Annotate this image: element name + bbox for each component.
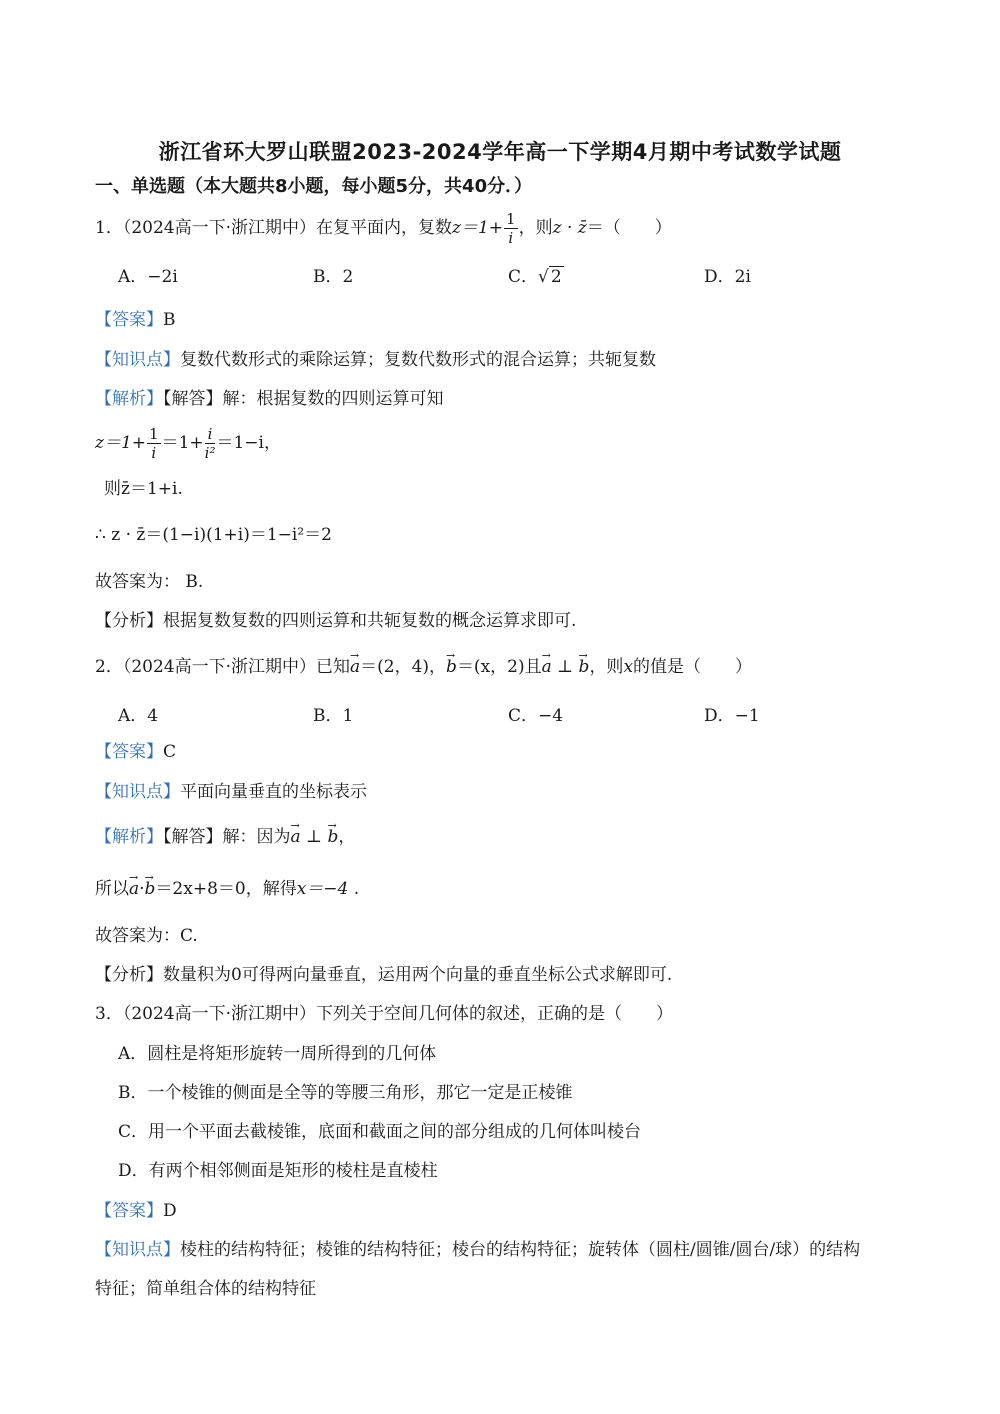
- question-1-stem: 1．（2024高一下·浙江期中）在复平面内，复数z＝1+ $\frac{1}{i}$ ，则z · z̄＝（ ）: [95, 210, 672, 247]
- q3-option-a: A．圆柱是将矩形旋转一周所得到的几何体: [118, 1044, 437, 1064]
- q2-fenxi: 【分析】数量积为0可得两向量垂直，运用两个向量的垂直坐标公式求解即可.: [95, 965, 673, 985]
- section-heading: 一、单选题（本大题共8小题，每小题5分，共40分．）: [95, 176, 533, 197]
- q3-option-b: B．一个棱锥的侧面是全等的等腰三角形，那它一定是正棱锥: [118, 1083, 573, 1103]
- q1-option-b: B．2: [313, 267, 354, 287]
- vector-b: → b: [446, 656, 457, 678]
- fraction: $\frac{1}{i}$: [506, 210, 516, 247]
- q3-knowledge: 【知识点】棱柱的结构特征；棱锥的结构特征；棱台的结构特征；旋转体（圆柱/圆锥/圆台/球）的结构: [95, 1240, 861, 1260]
- q1-option-a: A．−2i: [118, 267, 178, 287]
- q2-answer: 【答案】C: [95, 742, 177, 762]
- q1-step-3: ∴ z · z̄＝(1−i)(1+i)＝1−i²＝2: [95, 525, 332, 545]
- page-title: 浙江省环大罗山联盟2023-2024学年高一下学期4月期中考试数学试题: [158, 140, 842, 164]
- vector-a: → a: [350, 656, 360, 678]
- q2-step-1: 所以→ a·→ b＝2x+8＝0，解得x＝−4 .: [95, 878, 359, 900]
- q2-conclusion: 故答案为：C.: [95, 926, 198, 946]
- q1-option-d: D．2i: [704, 267, 751, 287]
- q2-option-b: B．1: [313, 706, 354, 726]
- q3-knowledge-cont: 特征；简单组合体的结构特征: [95, 1279, 316, 1299]
- q1-answer: 【答案】B: [95, 310, 176, 330]
- q2-option-d: D．−1: [704, 706, 760, 726]
- question-3-stem: 3．（2024高一下·浙江期中）下列关于空间几何体的叙述，正确的是（ ）: [95, 1004, 673, 1024]
- q2-option-c: C．−4: [508, 706, 564, 726]
- q1-step-1: z＝1+ $\frac{1}{i}$ ＝1+ $\frac{i}{\text{i²}}$ ＝1−i，: [95, 425, 281, 462]
- q2-option-a: A．4: [118, 706, 159, 726]
- question-2-stem: 2．（2024高一下·浙江期中）已知→ a＝(2，4)，→ b＝(x，2)且→ a ⊥ → b，则x的值是（ ）: [95, 656, 752, 678]
- q1-option-c: C．√ 2: [508, 267, 562, 287]
- q3-answer: 【答案】D: [95, 1201, 177, 1221]
- q1-fenxi: 【分析】根据复数复数的四则运算和共轭复数的概念运算求即可.: [95, 611, 577, 631]
- q2-knowledge: 【知识点】平面向量垂直的坐标表示: [95, 782, 367, 802]
- q1-conclusion: 故答案为： B.: [95, 572, 204, 592]
- q1-step-2: 则z̄＝1+i.: [104, 479, 183, 499]
- q3-option-c: C．用一个平面去截棱锥，底面和截面之间的部分组成的几何体叫棱台: [118, 1122, 642, 1142]
- q2-solution: 【解析】【解答】解：因为→ a ⊥ → b，: [95, 826, 355, 848]
- q1-knowledge: 【知识点】复数代数形式的乘除运算；复数代数形式的混合运算；共轭复数: [95, 350, 656, 370]
- q3-option-d: D．有两个相邻侧面是矩形的棱柱是直棱柱: [118, 1161, 438, 1181]
- q1-solution: 【解析】【解答】解：根据复数的四则运算可知: [95, 389, 444, 409]
